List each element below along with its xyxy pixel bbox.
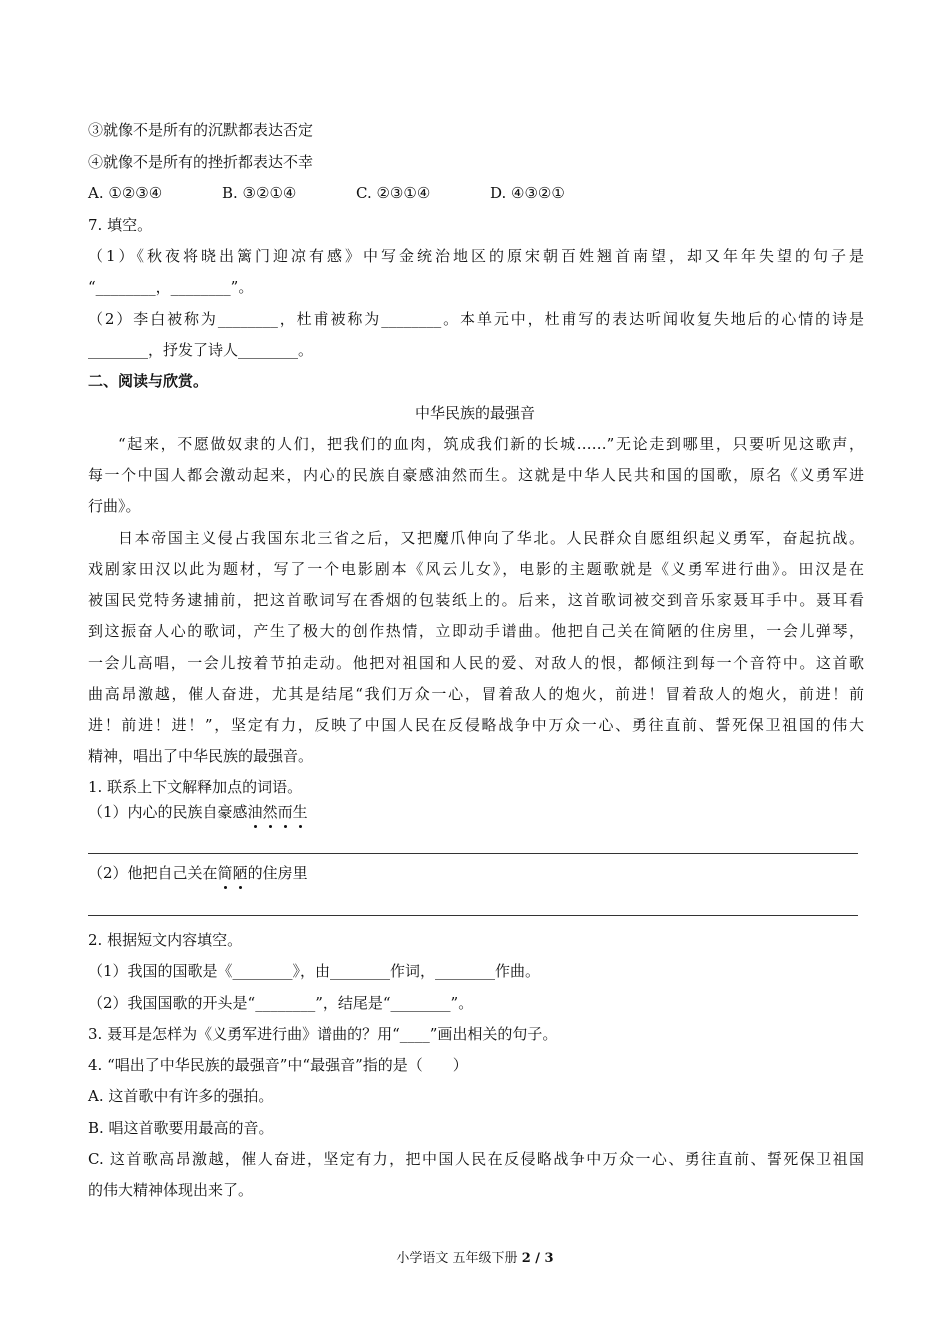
q1-part2	[88, 863, 308, 883]
para2-line1: 日本帝国主义侵占我国东北三省之后，又把魔爪伸向了华北。人民群众自愿组织起义勇军，奋起抗战。	[118, 529, 864, 547]
para2-line6: 曲高昂激越，催人奋进，尤其是结尾“我们万众一心，冒着敌人的炮火，前进！冒着敌人的炮火，前进！前	[88, 685, 864, 703]
para2-line3: 被国民党特务逮捕前，把这首歌词写在香烟的包装纸上的。后来，这首歌词被交到音乐家聂耳手中。聂耳看	[88, 591, 864, 609]
choice-c: C. ②③①④	[356, 184, 431, 202]
q4-option-a: A. 这首歌中有许多的强拍。	[88, 1087, 274, 1105]
emphasis-char: 生	[292, 803, 308, 821]
page-footer	[0, 1247, 950, 1266]
section-heading: 二、阅读与欣赏。	[88, 372, 209, 390]
footer-text: 小学语文 五年级下册	[396, 1251, 522, 1266]
passage-title: 中华民族的最强音	[414, 404, 535, 422]
emphasis-char: 简	[217, 864, 233, 882]
q3: 3. 聂耳是怎样为《义勇军进行曲》谱曲的？用“____”画出相关的句子。	[88, 1025, 558, 1043]
q2-part2: （2）我国国歌的开头是“________”，结尾是“________”。	[88, 994, 474, 1012]
emphasis-char: 陋	[232, 864, 248, 882]
emphasis-char: 油	[247, 803, 263, 821]
choice-a: A. ①②③④	[88, 184, 163, 202]
emphasis-char: 然	[262, 803, 278, 821]
q4-option-c-line2: 的伟大精神体现出来了。	[88, 1181, 254, 1199]
para1-line3: 行曲》。	[88, 497, 141, 515]
q2-title: 2. 根据短文内容填空。	[88, 931, 243, 949]
page-number: 2 / 3	[521, 1251, 554, 1266]
q7-part2-line1: （2）李白被称为________，杜甫被称为________。本单元中，杜甫写的表达听闻收复失地后的心情的诗是	[88, 310, 864, 328]
para2-line4: 到这振奋人心的歌词，产生了极大的创作热情，立即动手谱曲。他把自己关在简陋的住房里，一会儿弹琴，	[88, 622, 864, 640]
para1-line1: “起来，不愿做奴隶的人们，把我们的血肉，筑成我们新的长城……”无论走到哪里，只要听见这歌声，	[118, 435, 864, 453]
option-item-3: ③就像不是所有的沉默都表达否定	[88, 121, 314, 139]
q2-part1: （1）我国的国歌是《________》，由________作词，________作曲。	[88, 962, 541, 980]
para2-line8: 精神，唱出了中华民族的最强音。	[88, 747, 314, 765]
para2-line2: 戏剧家田汉以此为题材，写了一个电影剧本《风云儿女》，电影的主题歌就是《义勇军进行曲》。田汉是在	[88, 560, 864, 578]
answer-choices	[88, 183, 624, 203]
answer-line[interactable]	[88, 853, 858, 854]
q7-title: 7. 填空。	[88, 216, 153, 234]
q7-part2-line2: ________，抒发了诗人________。	[88, 341, 314, 359]
para1-line2: 每一个中国人都会激动起来，内心的民族自豪感油然而生。这就是中华人民共和国的国歌，原名《义勇军进	[88, 466, 864, 484]
q7-part1-line2: “________，________”。	[88, 278, 254, 296]
q4-title: 4. “唱出了中华民族的最强音”中“最强音”指的是（ ）	[88, 1056, 468, 1074]
q1-title: 1. 联系上下文解释加点的词语。	[88, 778, 303, 796]
choice-b: B. ③②①④	[222, 184, 297, 202]
q4-option-b: B. 唱这首歌要用最高的音。	[88, 1119, 274, 1137]
q1-part1-prefix: （1）内心的民族自豪感	[88, 803, 248, 821]
choice-d: D. ④③②①	[490, 184, 565, 202]
para2-line7: 进！前进！进！”，坚定有力，反映了中国人民在反侵略战争中万众一心、勇往直前、誓死保卫祖国的伟大	[88, 716, 864, 734]
q1-part1	[88, 802, 308, 822]
q1-part2-suffix: 的住房里	[247, 864, 308, 882]
para2-line5: 一会儿高唱，一会儿按着节拍走动。他把对祖国和人民的爱、对敌人的恨，都倾注到每一个音符中。这首歌	[88, 654, 864, 672]
emphasis-char: 而	[277, 803, 293, 821]
answer-line[interactable]	[88, 915, 858, 916]
q1-part2-prefix: （2）他把自己关在	[88, 864, 218, 882]
q7-part1-line1: （1）《秋夜将晓出篱门迎凉有感》中写金统治地区的原宋朝百姓翘首南望，却又年年失望的句子是	[88, 247, 864, 265]
q4-option-c-line1: C. 这首歌高昂激越，催人奋进，坚定有力，把中国人民在反侵略战争中万众一心、勇往直前、誓死保卫祖国	[88, 1150, 864, 1168]
option-item-4: ④就像不是所有的挫折都表达不幸	[88, 153, 314, 171]
